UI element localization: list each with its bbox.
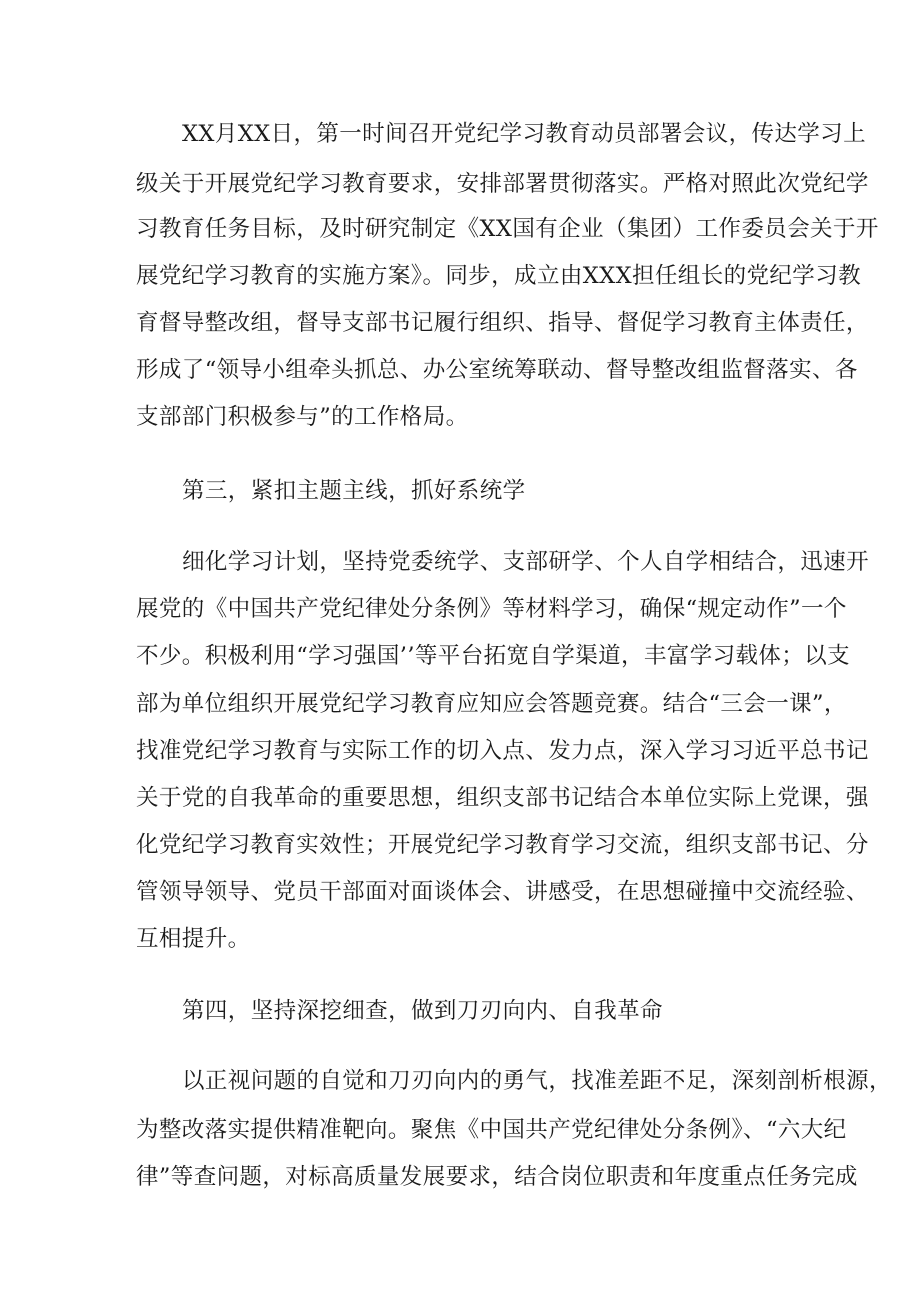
- section-heading-3: 第三，紧扣主题主线，抓好系统学: [182, 478, 526, 504]
- paragraph-line: 细化学习计划，坚持党委统学、支部研学、个人自学相结合，迅速开: [182, 549, 870, 575]
- paragraph-line: 育督导整改组，督导支部书记履行组织、指导、督促学习教育主体责任，: [136, 310, 869, 336]
- paragraph-line: 为整改落实提供精准靶向。聚焦《中国共产党纪律处分条例》、“六大纪: [136, 1117, 847, 1143]
- paragraph-line: 找准党纪学习教育与实际工作的切入点、发力点，深入学习习近平总书记: [136, 738, 869, 764]
- paragraph-line: 律”等查问题，对标高质量发展要求，结合岗位职责和年度重点任务完成: [136, 1164, 858, 1190]
- section-heading-4: 第四，坚持深挖细查，做到刀刃向内、自我革命: [182, 998, 663, 1024]
- paragraph-line: 关于党的自我革命的重要思想，组织支部书记结合本单位实际上党课，强: [136, 785, 869, 811]
- paragraph-line: 互相提升。: [136, 926, 251, 952]
- paragraph-line: 部为单位组织开展党纪学习教育应知应会答题竞赛。结合“三会一课”，: [136, 691, 847, 717]
- paragraph-line: XX月XX日，第一时间召开党纪学习教育动员部署会议，传达学习上: [182, 121, 866, 147]
- paragraph-line: 展党的《中国共产党纪律处分条例》等材料学习，确保“规定动作”一个: [136, 596, 847, 622]
- paragraph-line: 形成了“领导小组牵头抓总、办公室统筹联动、督导整改组监督落实、各: [136, 357, 858, 383]
- paragraph-line: 管领导领导、党员干部面对面谈体会、讲感受，在思想碰撞中交流经验、: [136, 879, 869, 905]
- paragraph-line: 展党纪学习教育的实施方案》。同步，成立由XXX担任组长的党纪学习教: [136, 263, 862, 289]
- paragraph-line: 级关于开展党纪学习教育要求，安排部署贯彻落实。严格对照此次党纪学: [136, 171, 869, 197]
- paragraph-line: 不少。积极利用“学习强国’’等平台拓宽自学渠道，丰富学习载体；以支: [136, 643, 851, 669]
- paragraph-line: 以正视问题的自觉和刀刃向内的勇气，找准差距不足，深刻剖析根源，: [182, 1068, 892, 1094]
- paragraph-line: 支部部门积极参与”的工作格局。: [136, 404, 469, 430]
- paragraph-line: 化党纪学习教育实效性；开展党纪学习教育学习交流，组织支部书记、分: [136, 832, 869, 858]
- paragraph-line: 习教育任务目标，及时研究制定《XX国有企业（集团）工作委员会关于开: [136, 216, 879, 242]
